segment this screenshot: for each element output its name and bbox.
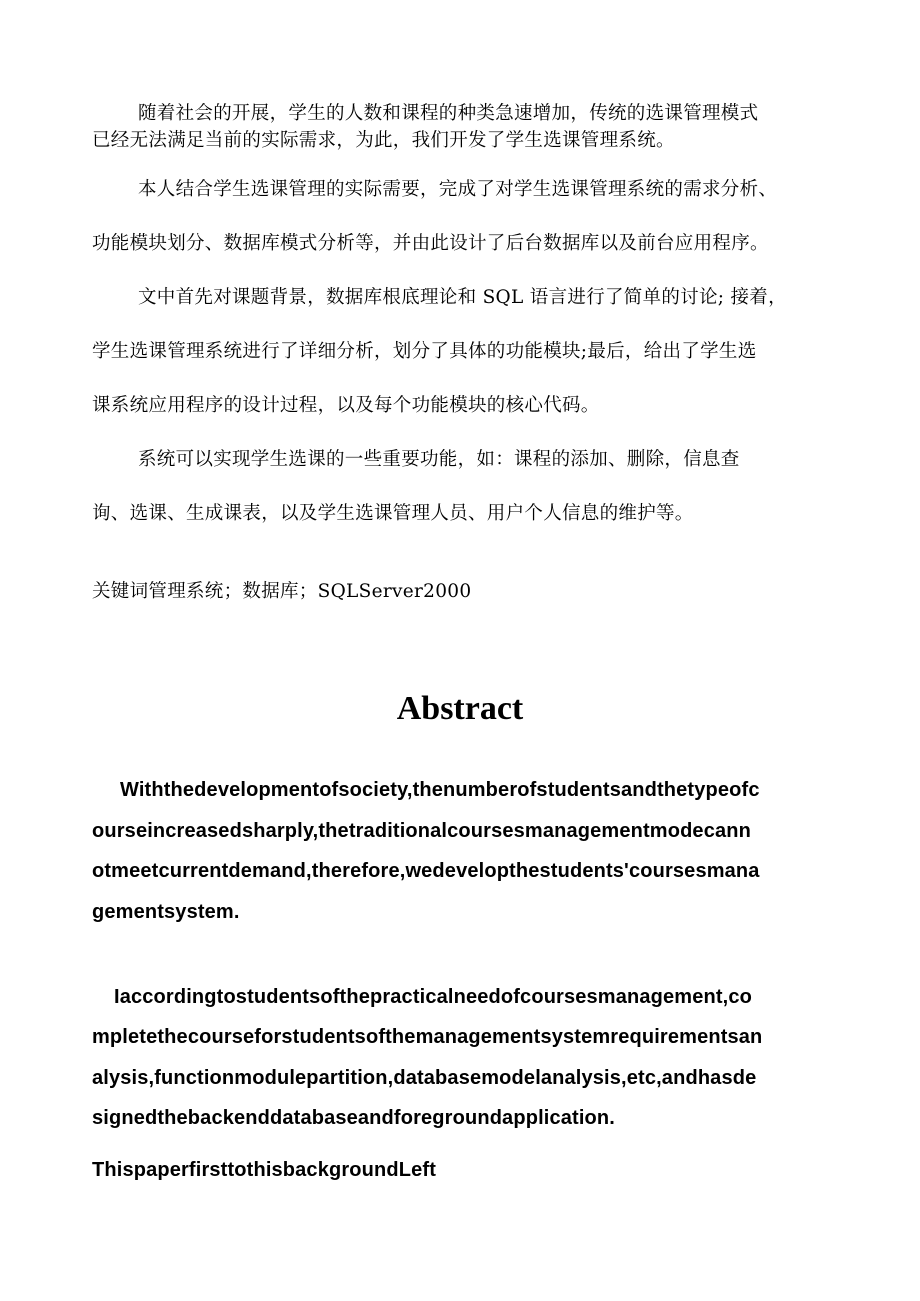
en-paragraph-2-line-4: signedthebackenddatabaseandforegroundapplication. (92, 1107, 615, 1129)
en-paragraph-2-line-2: mpletethecourseforstudentsofthemanagementsystemrequirementsan (92, 1026, 763, 1048)
en-paragraph-2-line-3: alysis,functionmodulepartition,databasemodelanalysis,etc,andhasde (92, 1067, 757, 1089)
cn-paragraph-4-line-2: 询、选课、生成课表，以及学生选课管理人员、用户个人信息的维护等。 (92, 503, 694, 524)
abstract-title: Abstract (396, 690, 524, 727)
en-paragraph-1-line-1: Withthedevelopmentofsociety,thenumberofstudentsandthetypeofc (120, 779, 760, 801)
cn-keywords: 关键词管理系统；数据库；SQLServer2000 (92, 581, 472, 602)
en-paragraph-3-line-1: ThispaperfirsttothisbackgroundLeft (92, 1159, 437, 1181)
cn-paragraph-1-line-2: 已经无法满足当前的实际需求，为此，我们开发了学生选课管理系统。 (92, 130, 675, 151)
cn-paragraph-1-line-1: 随着社会的开展，学生的人数和课程的种类急速增加，传统的选课管理模式 (138, 103, 759, 124)
cn-paragraph-4-line-1: 系统可以实现学生选课的一些重要功能，如：课程的添加、删除，信息查 (138, 449, 740, 470)
en-paragraph-1-line-3: otmeetcurrentdemand,therefore,wedevelopthestudents'coursesmana (92, 860, 760, 882)
en-paragraph-1-line-2: ourseincreasedsharply,thetraditionalcoursesmanagementmodecann (92, 820, 751, 842)
en-paragraph-2-line-1: Iaccordingtostudentsofthepracticalneedofcoursesmanagement,co (114, 986, 753, 1008)
en-paragraph-1-line-4: gementsystem. (92, 901, 240, 923)
cn-paragraph-2-line-2: 功能模块划分、数据库模式分析等，并由此设计了后台数据库以及前台应用程序。 (92, 233, 769, 254)
cn-paragraph-3-line-1: 文中首先对课题背景，数据库根底理论和 SQL 语言进行了简单的讨论; 接着， (138, 287, 787, 308)
cn-paragraph-3-line-2: 学生选课管理系统进行了详细分析，划分了具体的功能模块;最后，给出了学生选 (92, 341, 757, 362)
cn-paragraph-2-line-1: 本人结合学生选课管理的实际需要，完成了对学生选课管理系统的需求分析、 (138, 179, 778, 200)
cn-paragraph-3-line-3: 课系统应用程序的设计过程，以及每个功能模块的核心代码。 (92, 395, 600, 416)
